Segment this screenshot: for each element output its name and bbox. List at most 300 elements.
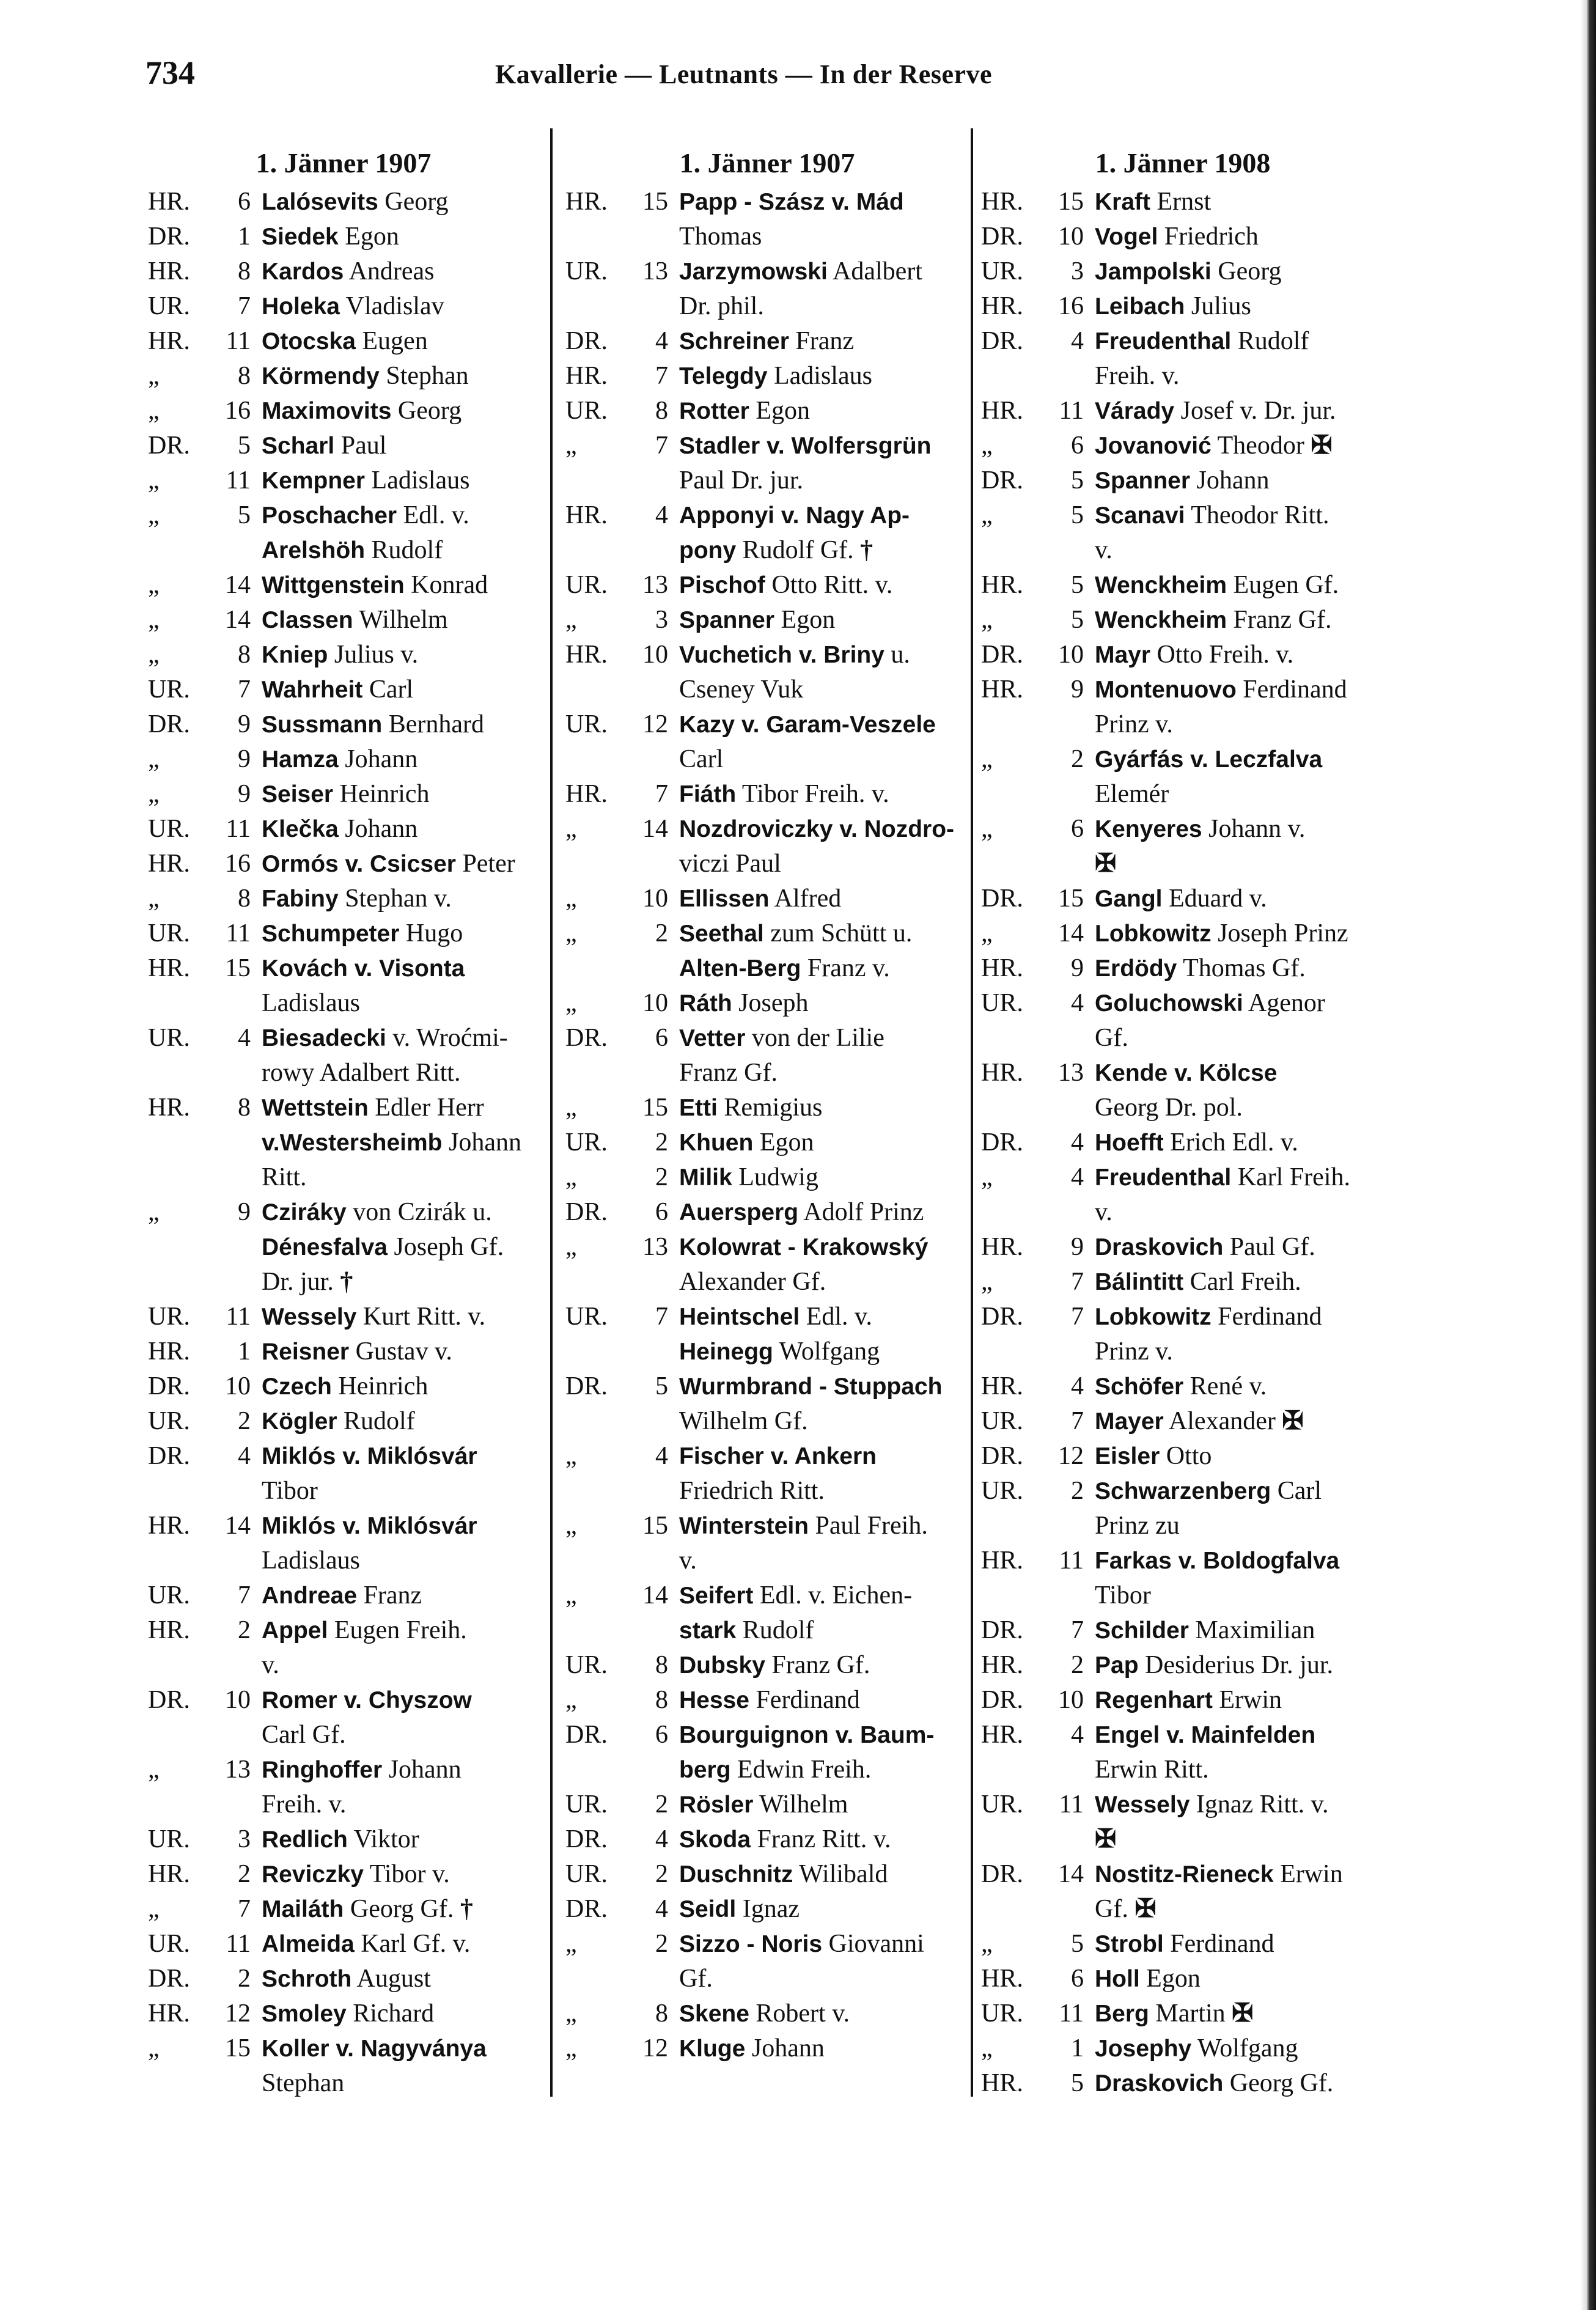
surname: Andreae [262,1583,358,1609]
regiment-number: 1 [238,223,251,251]
entry-row [565,1369,969,1404]
entry-row [148,463,539,498]
given-name: Ladislaus [371,466,470,495]
entry-row [981,2066,1385,2101]
regiment: HR. [981,1651,1023,1679]
entry-row [148,812,539,847]
entry-row [981,951,1385,986]
surname: Kempner [262,468,366,494]
officer-name [262,1021,539,1056]
regiment-number: 15 [225,2034,251,2062]
regiment-number: 8 [655,1651,668,1679]
surname: Nozdroviczky v. Nozdro- [679,816,955,842]
entry-row [148,1892,539,1927]
officer-name [1095,638,1385,672]
surname: Smoley [262,2001,347,2027]
regiment-number: 12 [642,2034,668,2062]
officer-name [1095,603,1385,638]
regiment: DR. [981,1442,1023,1470]
officer-name [1095,1927,1385,1962]
surname: Spanner [1095,468,1191,494]
surname: Poschacher [262,502,397,529]
given-name: Agenor [1248,989,1325,1017]
officer-name [1095,1718,1385,1753]
entry-row [981,185,1385,219]
entry-row [148,498,539,533]
given-name: Paul Freih. [815,1512,928,1540]
given-name: Vladislav [345,292,444,320]
regiment: „ [148,1895,160,1923]
entry-row [565,359,969,394]
officer-name [262,1718,539,1753]
given-name: Prinz v. [1095,710,1173,738]
officer-name [1095,986,1385,1021]
regiment-number: 15 [225,954,251,982]
entry-row [981,324,1385,359]
given-name: Alfred [774,885,842,913]
officer-name [262,1787,539,1822]
regiment-number: 6 [238,188,251,216]
surname: Josephy [1095,2036,1192,2062]
regiment-number: 7 [655,362,668,390]
given-name: Georg [384,188,449,216]
given-name: Egon [759,1128,814,1157]
entry-row [148,1753,539,1787]
regiment-number: 1 [1071,2034,1084,2062]
officer-name [262,1160,539,1195]
given-name: Franz Gf. [771,1651,870,1679]
entry-row [981,2031,1385,2066]
regiment: UR. [148,919,190,947]
officer-name [1095,672,1385,707]
given-name: Karl Gf. v. [361,1930,471,1958]
regiment-number: 7 [1071,1616,1084,1644]
regiment: DR. [148,1965,190,1993]
regiment-number: 8 [238,641,251,669]
regiment: DR. [148,1372,190,1400]
surname: stark [679,1617,737,1644]
surname: Várady [1095,398,1175,424]
officer-name [1095,1787,1385,1822]
regiment: „ [565,815,577,843]
given-name: Maximilian [1195,1616,1315,1644]
regiment: „ [148,885,160,913]
officer-name [1095,1404,1385,1439]
officer-name [679,254,969,289]
given-name: Edler Herr [375,1094,484,1122]
entry-row [981,672,1385,707]
surname: Sizzo - Noris [679,1931,823,1957]
surname: Mayer [1095,1408,1164,1435]
officer-name [679,1439,969,1474]
regiment: UR. [148,1825,190,1853]
entry-row [565,219,969,254]
surname: Strobl [1095,1931,1164,1957]
officer-name [262,986,539,1021]
surname: Rotter [679,398,749,424]
regiment-number: 7 [238,1581,251,1609]
entry-row [565,289,969,324]
officer-name [1095,1857,1385,1892]
officer-name [1095,951,1385,986]
given-name: viczi Paul [679,850,781,878]
regiment: HR. [981,1059,1023,1087]
officer-name [679,219,969,254]
officer-name [262,742,539,777]
surname: Appel [262,1617,328,1644]
given-name: Egon [345,223,399,251]
entry-row [565,707,969,742]
surname: Eisler [1095,1443,1160,1469]
surname: Regenhart [1095,1687,1213,1713]
officer-name [262,707,539,742]
entry-row [148,1125,539,1160]
surname: Mayr [1095,642,1151,668]
column-rule [971,128,973,2097]
entry-row [981,742,1385,777]
surname: Körmendy [262,363,380,389]
surname: Alten-Berg [679,955,801,982]
cross-icon: ✠ [1311,432,1333,460]
regiment: DR. [565,1721,608,1749]
entry-row [565,185,969,219]
entry-row [565,1753,969,1787]
surname: Seidl [679,1896,737,1922]
officer-name [1095,707,1385,742]
surname: Maximovits [262,398,392,424]
regiment-number: 10 [642,885,668,913]
surname: Schilder [1095,1617,1189,1644]
regiment-number: 2 [655,919,668,947]
officer-name [262,1543,539,1578]
surname: Ringhoffer [262,1757,383,1783]
regiment: „ [981,745,993,773]
entry-row [981,1683,1385,1718]
entry-row [981,1787,1385,1822]
officer-name [1095,1056,1385,1091]
surname: Spanner [679,607,775,633]
entry-row [148,1996,539,2031]
surname: Biesadecki [262,1025,386,1051]
surname: Gyárfás v. Leczfalva [1095,746,1323,773]
given-name: Erwin [1280,1860,1343,1888]
regiment-number: 5 [238,501,251,529]
regiment-number: 3 [238,1825,251,1853]
given-name: Eduard v. [1169,885,1267,913]
regiment-number: 9 [238,710,251,738]
regiment: UR. [565,1790,608,1819]
regiment-number: 6 [655,1721,668,1749]
officer-name [262,672,539,707]
entry-row [981,1648,1385,1683]
regiment: „ [565,1442,577,1470]
surname: Skoda [679,1826,751,1853]
regiment: UR. [148,815,190,843]
officer-name [262,1996,539,2031]
surname: Etti [679,1095,718,1121]
entry-row [565,951,969,986]
regiment-number: 14 [1058,919,1084,947]
regiment: DR. [148,1686,190,1714]
surname: Wenckheim [1095,607,1227,633]
given-name: von Czirák u. [353,1198,492,1226]
given-name: Ernst [1157,188,1212,216]
officer-name [679,1892,969,1927]
regiment: HR. [981,571,1023,599]
given-name: Rudolf Gf. [742,536,854,564]
regiment-number: 7 [238,292,251,320]
regiment: „ [981,1268,993,1296]
given-name: Ladislaus [773,362,872,390]
dagger-icon: † [460,1895,473,1923]
given-name: Konrad [411,571,488,599]
surname: Papp - Szász v. Mád [679,189,904,215]
given-name: Prinz v. [1095,1337,1173,1366]
officer-name [262,777,539,812]
given-name: Alexander [1168,1407,1276,1435]
regiment-number: 7 [1071,1407,1084,1435]
surname: Farkas v. Boldogfalva [1095,1548,1340,1574]
given-name: Ignaz [742,1895,800,1923]
officer-name [262,463,539,498]
entry-row [565,1160,969,1195]
surname: Seiser [262,781,334,807]
surname: Scanavi [1095,502,1185,529]
officer-name [262,185,539,219]
officer-name [1095,324,1385,359]
officer-name [1095,1648,1385,1683]
given-name: Johann [449,1128,522,1157]
regiment: HR. [981,188,1023,216]
regiment-number: 8 [655,1686,668,1714]
entry-row [981,847,1385,881]
entry-row [148,1230,539,1265]
officer-name [679,1160,969,1195]
entry-row [565,1056,969,1091]
regiment-number: 1 [238,1337,251,1366]
entry-row [565,2031,969,2066]
given-name: Georg [1218,257,1282,285]
given-name: Ferdinand [756,1686,860,1714]
regiment: UR. [981,257,1023,285]
regiment: „ [981,1930,993,1958]
regiment-number: 11 [1059,1999,1084,2028]
given-name: Eugen [362,327,428,355]
officer-name [679,533,969,568]
regiment: „ [565,1512,577,1540]
surname: Engel v. Mainfelden [1095,1722,1316,1748]
surname: Kazy v. Garam-Veszele [679,712,936,738]
entry-row [148,1578,539,1613]
regiment: UR. [148,1303,190,1331]
given-name: Rudolf [344,1407,415,1435]
entry-row [981,219,1385,254]
regiment-number: 7 [238,1895,251,1923]
regiment-number: 4 [238,1024,251,1052]
regiment-number: 2 [655,1860,668,1888]
given-name: Andreas [348,257,435,285]
entry-row [981,881,1385,916]
surname: Bourguignon v. Baum- [679,1722,935,1748]
officer-name [262,951,539,986]
regiment: UR. [565,397,608,425]
surname: Holl [1095,1966,1140,1992]
given-name: Egon [781,606,836,634]
officer-name [679,951,969,986]
given-name: Joseph [738,989,809,1017]
regiment: UR. [565,257,608,285]
officer-name [679,742,969,777]
regiment: HR. [148,1094,190,1122]
surname: Heinegg [679,1339,773,1365]
entry-row [565,1613,969,1648]
officer-name [262,603,539,638]
regiment-number: 15 [1058,885,1084,913]
entry-row [565,812,969,847]
surname: Jampolski [1095,259,1212,285]
regiment: „ [565,1233,577,1261]
regiment-number: 7 [1071,1303,1084,1331]
surname: Czech [262,1374,332,1400]
entry-row [148,1683,539,1718]
officer-name [679,289,969,324]
regiment-number: 16 [225,850,251,878]
entry-list [981,185,1385,2101]
given-name: Georg Gf. [1229,2069,1334,2097]
entry-row [565,394,969,429]
regiment: „ [565,432,577,460]
regiment: „ [565,1999,577,2028]
officer-name [262,533,539,568]
surname: Wenckheim [1095,572,1227,598]
officer-name [679,1927,969,1962]
given-name: Rudolf [371,536,443,564]
regiment: „ [981,919,993,947]
officer-name [679,603,969,638]
regiment: HR. [565,780,608,808]
officer-name [262,359,539,394]
regiment: UR. [148,1024,190,1052]
surname: Lalósevits [262,189,378,215]
regiment: HR. [981,954,1023,982]
surname: Wessely [262,1304,357,1330]
officer-name [679,1822,969,1857]
officer-name [262,1753,539,1787]
surname: Kluge [679,2036,746,2062]
regiment: HR. [148,1860,190,1888]
surname: Kolowrat - Krakowský [679,1234,929,1260]
given-name: Richard [353,1999,435,2028]
officer-name [679,2031,969,2066]
given-name: Adolf Prinz [803,1198,924,1226]
entry-row [148,777,539,812]
given-name: Viktor [353,1825,419,1853]
entry-row [981,1195,1385,1230]
entry-row [981,1265,1385,1300]
surname: Siedek [262,224,339,250]
entry-row [565,847,969,881]
entry-row [148,707,539,742]
surname: Jarzymowski [679,259,828,285]
entry-row [148,672,539,707]
officer-name [679,881,969,916]
entry-row [148,533,539,568]
regiment-number: 10 [225,1686,251,1714]
regiment: DR. [981,1686,1023,1714]
given-name: Prinz zu [1095,1512,1180,1540]
regiment: „ [148,466,160,495]
given-name: Bernhard [388,710,485,738]
regiment-number: 11 [226,919,251,947]
officer-name [1095,1683,1385,1718]
officer-name [679,1648,969,1683]
entry-row [981,289,1385,324]
entry-row [981,638,1385,672]
officer-name [679,359,969,394]
given-name: Ferdinand [1170,1930,1274,1958]
regiment-number: 10 [1058,1686,1084,1714]
entry-row [981,1822,1385,1857]
given-name: Franz Gf. [679,1059,778,1087]
surname: Kögler [262,1408,337,1435]
officer-name [679,429,969,463]
entry-row [565,498,969,533]
surname: Winterstein [679,1513,809,1539]
entry-row [981,1056,1385,1091]
entry-row [981,1230,1385,1265]
regiment-number: 4 [1071,989,1084,1017]
entry-row [148,986,539,1021]
regiment-number: 10 [1058,223,1084,251]
regiment: DR. [565,1198,608,1226]
regiment: „ [148,2034,160,2062]
given-name: rowy Adalbert Ritt. [262,1059,461,1087]
given-name: Friedrich [1164,223,1259,251]
given-name: Ladislaus [262,989,360,1017]
regiment: HR. [565,641,608,669]
officer-name [262,1892,539,1927]
regiment-number: 16 [225,397,251,425]
regiment-number: 13 [642,1233,668,1261]
regiment-number: 15 [642,1512,668,1540]
regiment-number: 7 [655,432,668,460]
entry-row [565,1996,969,2031]
regiment: „ [981,606,993,634]
cross-icon: ✠ [1095,1825,1117,1853]
entry-row [148,324,539,359]
column-1 [148,142,539,2101]
given-name: v. [1095,536,1112,564]
regiment-number: 2 [1071,745,1084,773]
entry-row [565,568,969,603]
entry-row [148,1160,539,1195]
regiment-number: 4 [655,1895,668,1923]
entry-row [565,429,969,463]
given-name: Edl. v. Eichen- [759,1581,913,1609]
regiment-number: 13 [225,1756,251,1784]
regiment: DR. [565,327,608,355]
given-name: v. [679,1547,697,1575]
given-name: Paul Gf. [1229,1233,1315,1261]
surname: Cziráky [262,1199,347,1226]
regiment-number: 5 [1071,571,1084,599]
officer-name [679,1613,969,1648]
surname: Classen [262,607,353,633]
entry-row [981,1125,1385,1160]
officer-name [262,812,539,847]
regiment: HR. [148,1512,190,1540]
officer-name [262,289,539,324]
